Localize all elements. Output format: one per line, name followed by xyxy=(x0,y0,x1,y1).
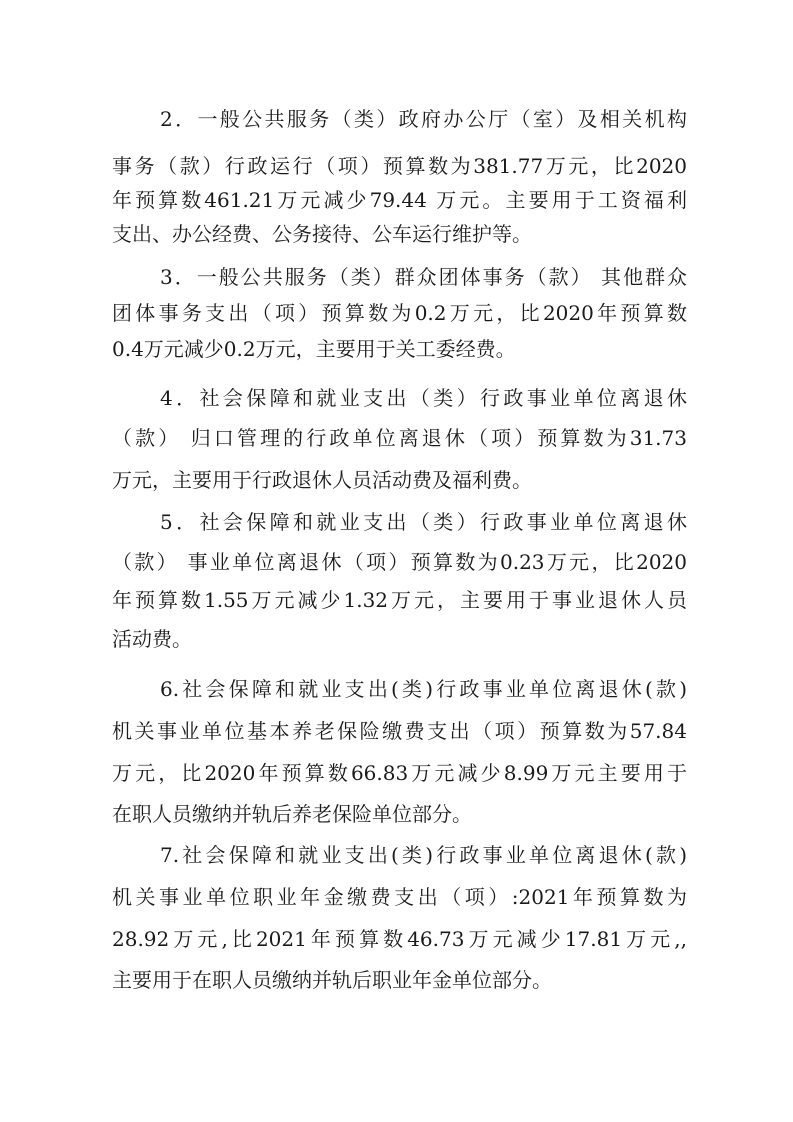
paragraph-4-line-2: （款） 事业单位离退休（项）预算数为0.23万元，比2020 xyxy=(112,550,687,574)
paragraph-4-line-4: 活动费。 xyxy=(112,627,192,651)
paragraph-1-line-2: 事务（款）行政运行（项）预算数为381.77万元，比2020 xyxy=(112,154,687,178)
paragraph-3-line-3: 万元，主要用于行政退休人员活动费及福利费。 xyxy=(112,468,532,492)
paragraph-5-line-1: 6.社会保障和就业支出(类)行政事业单位离退休(款) xyxy=(160,677,687,701)
paragraph-6-line-2: 机关事业单位职业年金缴费支出（项）:2021年预算数为 xyxy=(112,885,687,909)
paragraph-5-line-2: 机关事业单位基本养老保险缴费支出（项）预算数为57.84 xyxy=(112,719,687,743)
paragraph-1-line-4: 支出、办公经费、公务接待、公车运行维护等。 xyxy=(112,222,532,246)
paragraph-2-line-3: 0.4万元减少0.2万元，主要用于关工委经费。 xyxy=(112,337,516,361)
paragraph-5-line-3: 万元，比2020年预算数66.83万元减少8.99万元主要用于 xyxy=(112,761,687,785)
paragraph-2-line-2: 团体事务支出（项）预算数为0.2万元，比2020年预算数 xyxy=(112,301,687,325)
paragraph-1-line-1: 2．一般公共服务（类）政府办公厅（室）及相关机构 xyxy=(160,107,687,131)
paragraph-3-line-2: （款） 归口管理的行政单位离退休（项）预算数为31.73 xyxy=(112,426,687,450)
paragraph-6-line-3: 28.92万元,比2021年预算数46.73万元减少17.81万元,, xyxy=(112,927,687,951)
paragraph-6-line-4: 主要用于在职人员缴纳并轨后职业年金单位部分。 xyxy=(112,968,552,992)
paragraph-2-line-1: 3．一般公共服务（类）群众团体事务（款） 其他群众 xyxy=(160,265,687,289)
paragraph-1-line-3: 年预算数461.21万元减少79.44 万元。主要用于工资福利 xyxy=(112,188,687,212)
paragraph-5-line-4: 在职人员缴纳并轨后养老保险单位部分。 xyxy=(112,802,472,826)
paragraph-4-line-1: 5．社会保障和就业支出（类）行政事业单位离退休 xyxy=(160,510,687,534)
paragraph-4-line-3: 年预算数1.55万元减少1.32万元，主要用于事业退休人员 xyxy=(112,588,687,612)
paragraph-6-line-1: 7.社会保障和就业支出(类)行政事业单位离退休(款) xyxy=(160,843,687,867)
paragraph-3-line-1: 4．社会保障和就业支出（类）行政事业单位离退休 xyxy=(160,386,687,410)
